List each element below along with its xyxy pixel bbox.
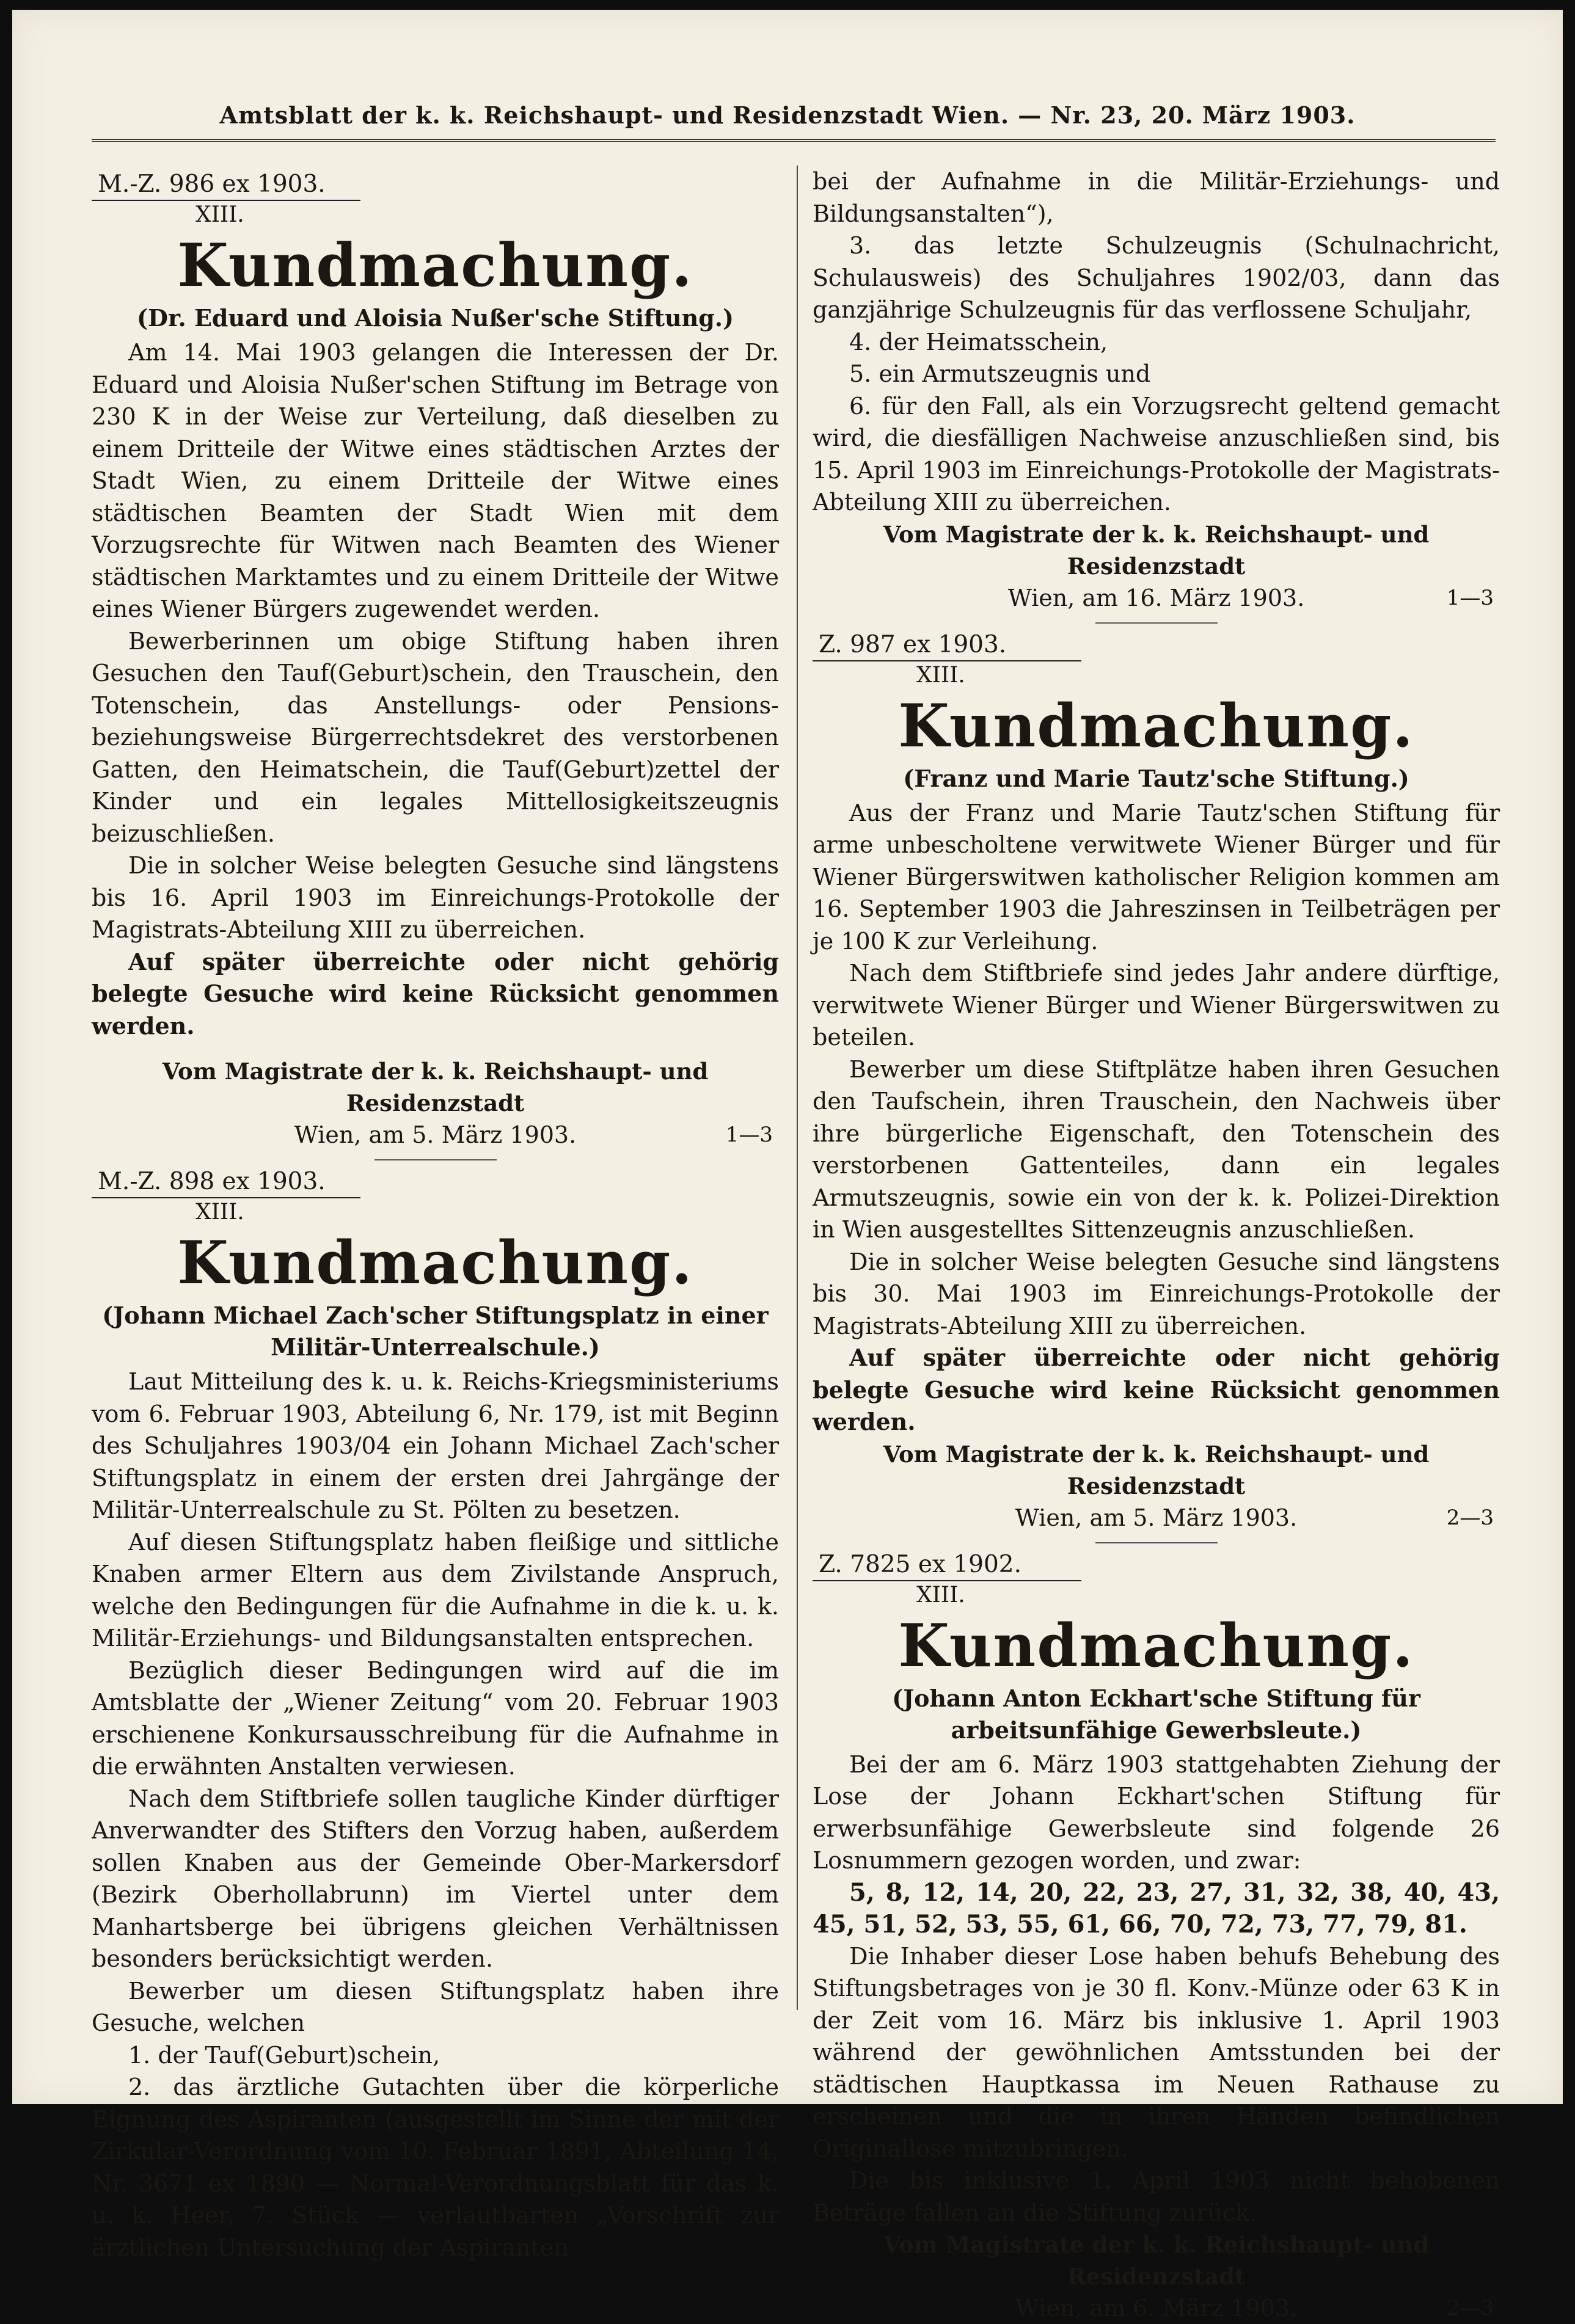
list-item: 4. der Heimatsschein, <box>849 328 1108 355</box>
paragraph: Bewerberinnen um obige Stiftung haben ihren Gesuchen den Tauf(Geburt)schein, den Trauschein, den Totenschein, das Anstellungs- oder Pensions- beziehungsweise Bürgerrechtsdekret des verstorbenen Gatten, den Heimatschein, die Tauf(Geburt)zettel der Kinder und ein legales Mittellosigkeitszeugnis beizuschließen. <box>92 627 779 847</box>
separator <box>1095 1542 1218 1543</box>
reference-number: Z. 987 ex 1903. <box>813 630 1081 661</box>
insertion-number: 2—3 <box>1446 2296 1494 2320</box>
reference-number: M.-Z. 898 ex 1903. <box>92 1167 360 1198</box>
newspaper-page <box>12 10 1563 2322</box>
paragraph: Bei der am 6. März 1903 stattgehabten Ziehung der Lose der Johann Eckhart'schen Stiftung für erwerbsunfähige Gewerbsleute sind folgende 26 Losnummern gezogen worden, und zwar: <box>813 1750 1500 1874</box>
place-date-text: Wien, am 5. März 1903. <box>294 1121 577 1148</box>
column-divider <box>797 166 798 2010</box>
list-item: 6. für den Fall, als ein Vorzugsrecht geltend gemacht wird, die diesfälligen Nachweise anzuschließen sind, bis 15. April 1903 im Einreichungs-Protokolle der Magistrats-Abteilung XIII zu überreichen. <box>813 392 1500 515</box>
paragraph: Am 14. Mai 1903 gelangen die Interessen der Dr. Eduard und Aloisia Nußer'schen Stiftung im Betrage von 230 K in der Weise zur Verteilung, daß dieselben zu einem Dritteile der Witwe eines städtischen Arztes der Stadt Wien, zu einem Dritteile der Witwe eines städtischen Beamten der Stadt Wien mit dem Vorzugsrechte für Witwen nach Beamten des Wiener städtischen Marktamtes und zu einem Dritteile der Witwe eines Wiener Bürgers zugewendet werden. <box>92 339 779 622</box>
section-title: Kundmachung. <box>177 231 693 300</box>
paragraph: Bewerber um diesen Stiftungsplatz haben ihre Gesuche, welchen <box>92 1977 779 2036</box>
paragraph: Die in solcher Weise belegten Gesuche sind längstens bis 30. Mai 1903 im Einreichungs-Protokolle der Magistrats-Abteilung XIII zu überreichen. <box>813 1248 1500 1339</box>
signature: Vom Magistrate der k. k. Reichshaupt- und Residenzstadt <box>883 1440 1430 1499</box>
section-title: Kundmachung. <box>898 691 1414 760</box>
place-date <box>813 582 1500 614</box>
paragraph: Auf diesen Stiftungsplatz haben fleißige und sittliche Knaben armer Eltern aus dem Zivilstande Anspruch, welche den Bedingungen für die Aufnahme in die k. u. k. Militär-Erziehungs- und Bildungsanstalten entsprechen. <box>92 1528 779 1652</box>
paragraph: Die in solcher Weise belegten Gesuche sind längstens bis 16. April 1903 im Einreichungs-Protokolle der Magistrats-Abteilung XIII zu überreichen. <box>92 852 779 943</box>
section-subtitle: (Dr. Eduard und Aloisia Nußer'sche Stiftung.) <box>137 304 734 332</box>
right-column <box>813 166 1500 2324</box>
paragraph: Bewerber um diese Stiftplätze haben ihren Gesuchen den Taufschein, ihren Trauschein, den Nachweis über ihre bürgerliche Eigenschaft, den Totenschein des verstorbenen Gattenteiles, dann ein legales Armutszeugnis, sowie ein von der k. k. Polizei-Direktion in Wien ausgestelltes Sittenzeugnis anzuschließen. <box>813 1055 1500 1243</box>
list-item: 3. das letzte Schulzeugnis (Schulnachricht, Schulausweis) des Schuljahres 1902/03, dann das ganzjährige Schulzeugnis für das verflossene Schuljahr, <box>813 232 1500 323</box>
paragraph: Nach dem Stiftbriefe sind jedes Jahr andere dürftige, verwitwete Wiener Bürger und Wiener Bürgerswitwen zu beteilen. <box>813 960 1500 1051</box>
insertion-number: 2—3 <box>1446 1505 1494 1530</box>
department: XIII. <box>916 662 965 688</box>
insertion-number: 1—3 <box>725 1123 773 1147</box>
place-date <box>813 2292 1500 2324</box>
section-subtitle: (Johann Anton Eckhart'sche Stiftung für arbeitsunfähige Gewerbsleute.) <box>892 1684 1420 1744</box>
reference-number: Z. 7825 ex 1902. <box>813 1550 1081 1581</box>
paragraph: Laut Mitteilung des k. u. k. Reichs-Kriegsministeriums vom 6. Februar 1903, Abteilung 6, Nr. 179, ist mit Beginn des Schuljahres 1903/04 ein Johann Michael Zach'scher Stiftungsplatz in einem der ersten drei Jahrgänge der Militär-Unterrealschule zu St. Pölten zu besetzen. <box>92 1368 779 1523</box>
signature: Vom Magistrate der k. k. Reichshaupt- und Residenzstadt <box>162 1058 709 1116</box>
page-header: Amtsblatt der k. k. Reichshaupt- und Residenzstadt Wien. — Nr. 23, 20. März 1903. <box>219 101 1356 129</box>
separator <box>1095 622 1218 624</box>
department: XIII. <box>196 202 244 227</box>
header-rule <box>92 139 1496 142</box>
list-item: 5. ein Armutszeugnis und <box>849 360 1151 387</box>
section-title: Kundmachung. <box>898 1611 1414 1680</box>
notice: Auf später überreichte oder nicht gehörig belegte Gesuche wird keine Rücksicht genommen werden. <box>813 1344 1500 1435</box>
place-date-text: Wien, am 5. März 1903. <box>1015 1504 1298 1531</box>
place-date <box>813 1502 1500 1534</box>
place-date-text: Wien, am 16. März 1903. <box>1007 584 1305 611</box>
lottery-numbers: 5, 8, 12, 14, 20, 22, 23, 27, 31, 32, 38, 40, 43, 45, 51, 52, 53, 55, 61, 66, 70, 72, 73, 77, 79, 81. <box>813 1878 1500 1939</box>
reference-number: M.-Z. 986 ex 1903. <box>92 169 360 201</box>
list-item: 1. der Tauf(Geburt)schein, <box>128 2041 440 2069</box>
place-date-text: Wien, am 6. März 1903. <box>1015 2295 1298 2322</box>
paragraph-continued: bei der Aufnahme in die Militär-Erziehungs- und Bildungsanstalten“), <box>813 168 1500 227</box>
paragraph: Nach dem Stiftbriefe sollen taugliche Kinder dürftiger Anverwandter des Stifters den Vorzug haben, außerdem sollen Knaben aus der Gemeinde Ober-Markersdorf (Bezirk Oberhollabrunn) im Viertel unter dem Manhartsberge bei übrigens gleichen Verhältnissen besonders berücksichtigt werden. <box>92 1785 779 1972</box>
separator <box>375 1159 497 1160</box>
notice: Auf später überreichte oder nicht gehörig belegte Gesuche wird keine Rücksicht genommen werden. <box>92 947 779 1040</box>
section-subtitle: (Franz und Marie Tautz'sche Stiftung.) <box>903 764 1409 792</box>
signature: Vom Magistrate der k. k. Reichshaupt- und Residenzstadt <box>883 520 1430 580</box>
paragraph: Aus der Franz und Marie Tautz'schen Stiftung für arme unbescholtene verwitwete Wiener Bürger und für Wiener Bürgerswitwen katholischer Religion kommen am 16. September 1903 die Jahreszinsen in Teilbeträgen per je 100 K zur Verleihung. <box>813 799 1500 955</box>
paragraph: Die Inhaber dieser Lose haben behufs Behebung des Stiftungsbetrages von je 30 fl. Konv.-Münze oder 63 K in der Zeit vom 16. März bis inklusive 1. April 1903 während der gewöhnlichen Amtsstunden bei der städtischen Hauptkassa im Neuen Rathause zu erscheinen und die in ihren Händen befindlichen Originallose mitzubringen. <box>813 1942 1500 2162</box>
left-column <box>92 166 779 2264</box>
list-item: 2. das ärztliche Gutachten über die körperliche Eignung des Aspiranten (ausgestellt im Sinne der mit der Zirkular-Verordnung vom 10. Februar 1891, Abteilung 14, Nr. 3671 ex 1890 — Normal-Verordnungsblatt für das k. u. k. Heer, 7. Stück — verlautbarten „Vorschrift zur ärztlichen Untersuchung der Aspiranten <box>92 2074 779 2261</box>
section-subtitle: (Johann Michael Zach'scher Stiftungsplatz in einer Militär-Unterrealschule.) <box>102 1302 769 1361</box>
department: XIII. <box>196 1200 244 1225</box>
section-title: Kundmachung. <box>177 1228 693 1297</box>
department: XIII. <box>916 1582 965 1608</box>
paragraph: Bezüglich dieser Bedingungen wird auf die im Amtsblatte der „Wiener Zeitung“ vom 20. Februar 1903 erschienene Konkursausschreibung für die Aufnahme in die erwähnten Anstalten verwiesen. <box>92 1656 779 1780</box>
paragraph: Die bis inklusive 1. April 1903 nicht behobenen Beträge fallen an die Stiftung zurück. <box>813 2167 1500 2226</box>
place-date <box>92 1119 779 1151</box>
signature: Vom Magistrate der k. k. Reichshaupt- und Residenzstadt <box>883 2231 1430 2290</box>
insertion-number: 1—3 <box>1446 585 1494 610</box>
